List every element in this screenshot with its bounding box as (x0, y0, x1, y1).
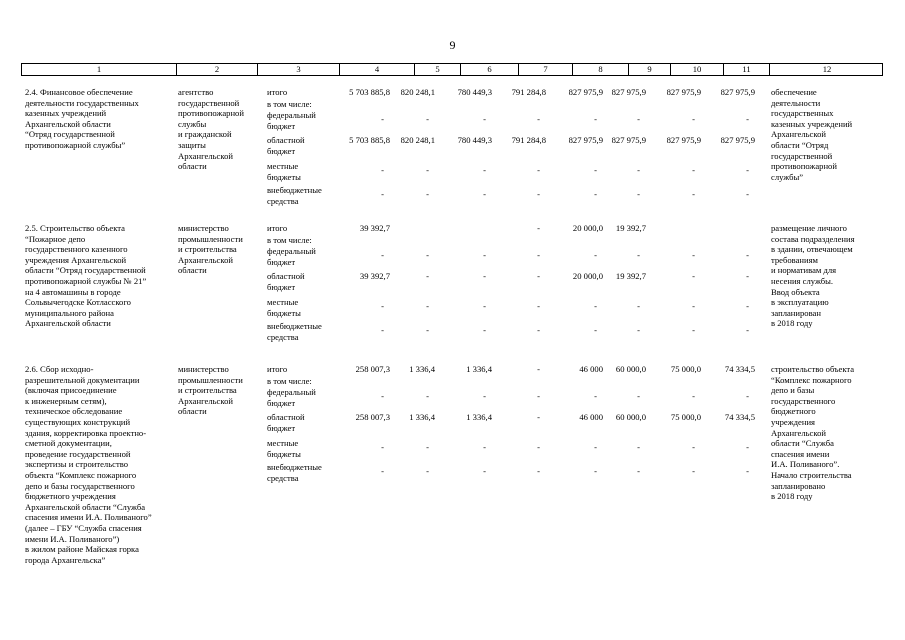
funding-source-label: средства (267, 195, 299, 206)
result-line: бюджетного (771, 406, 816, 417)
result-line: И.А. Поливаного”. (771, 459, 840, 470)
page-number: 9 (449, 38, 456, 52)
activity-name-line: 2.5. Строительство объекта (25, 223, 125, 233)
funding-source-label: бюджет (267, 120, 296, 131)
funding-value: 827 975,9 (568, 87, 603, 97)
funding-source-label: местные (267, 297, 299, 307)
activity-name-line: государственного казенного (25, 244, 128, 255)
activity-name-line: на 4 автомашины в городе (25, 286, 121, 297)
funding-value: - (381, 165, 384, 175)
result-line: запланировано (771, 480, 826, 491)
activity-name-line: “Отряд государственной (25, 129, 115, 140)
funding-value: - (594, 391, 597, 401)
funding-value: - (483, 391, 486, 401)
result-line: несения службы. (771, 276, 834, 286)
funding-source-label: итого (267, 223, 288, 233)
funding-value: - (381, 466, 384, 476)
header-cell: 12 (822, 64, 832, 74)
funding-value: - (746, 114, 749, 124)
table-header (21, 63, 883, 76)
executor-line: области (178, 265, 207, 276)
result-line: службы” (771, 171, 804, 182)
activity-name-line: казенных учреждений (25, 108, 107, 119)
funding-value: - (426, 114, 429, 124)
funding-value: - (746, 442, 749, 452)
funding-source-label: внебюджетные (267, 185, 322, 195)
funding-value: - (483, 271, 486, 281)
executor-line: противопожарной (178, 108, 244, 119)
funding-source-label: в том числе: (267, 235, 312, 245)
funding-value: - (637, 325, 640, 335)
funding-value: 780 449,3 (457, 87, 492, 97)
funding-value: 1 336,4 (466, 364, 492, 374)
funding-value: - (426, 442, 429, 452)
funding-value: - (537, 250, 540, 260)
funding-value: - (637, 466, 640, 476)
funding-value: - (637, 442, 640, 452)
header-cell: 3 (258, 64, 340, 75)
funding-source-label: бюджеты (267, 448, 301, 459)
funding-value: - (594, 325, 597, 335)
activity-name-line: противопожарной службы № 21” (25, 276, 147, 286)
funding-source-label: федеральный (267, 246, 316, 256)
result-line: учреждения (771, 417, 816, 427)
result-line: депо и базы (771, 385, 815, 396)
funding-value: 827 975,9 (666, 135, 701, 145)
funding-value: - (381, 250, 384, 260)
funding-value: - (537, 466, 540, 476)
funding-value: - (483, 165, 486, 175)
funding-value: - (692, 466, 695, 476)
funding-value: 780 449,3 (457, 135, 492, 145)
result-line: Архангельской (771, 129, 826, 140)
activity-name-line: существующих конструкций (25, 417, 131, 427)
result-line: Архангельской (771, 427, 826, 438)
result-line: состава подразделения (771, 233, 855, 244)
funding-value: - (483, 442, 486, 452)
result-line: Ввод объекта (771, 286, 820, 297)
funding-value: - (637, 114, 640, 124)
result-line: государственной (771, 150, 833, 161)
funding-source-label: в том числе: (267, 376, 312, 386)
executor-line: министерство (178, 364, 229, 374)
funding-source-label: местные (267, 438, 299, 448)
result-line: области “Отряд (771, 140, 829, 150)
funding-value: - (594, 442, 597, 452)
activity-name-line: учреждения Архангельской (25, 254, 127, 265)
funding-value: - (692, 165, 695, 175)
funding-value: - (537, 391, 540, 401)
result-line: Начало строительства (771, 470, 852, 480)
result-line: запланирован (771, 307, 821, 318)
funding-value: 827 975,9 (568, 135, 603, 145)
header-cell: 5 (415, 64, 461, 75)
activity-name-line: “Пожарное депо (25, 233, 86, 244)
executor-line: промышленности (178, 374, 243, 385)
funding-value: 75 000,0 (670, 412, 701, 422)
activity-name-line: 2.6. Сбор исходно- (25, 364, 94, 374)
funding-value: 791 284,8 (511, 87, 546, 97)
executor-line: промышленности (178, 233, 243, 244)
activity-name-line: объекта “Комплекс пожарного (25, 470, 137, 480)
executor-line: области (178, 161, 207, 172)
funding-value: - (381, 325, 384, 335)
activity-name-line: муниципального района (25, 307, 114, 318)
funding-value: - (483, 189, 486, 199)
funding-value: - (537, 442, 540, 452)
funding-source-label: итого (267, 87, 288, 97)
funding-value: - (746, 189, 749, 199)
header-cell: 9 (629, 64, 671, 75)
funding-source-label: в том числе: (267, 99, 312, 109)
funding-value: 827 975,9 (666, 87, 701, 97)
funding-source-label: бюджет (267, 397, 296, 408)
activity-name-line: Сольвычегодске Котласского (25, 297, 131, 308)
funding-value: - (637, 189, 640, 199)
activity-name-line: Архангельской области (25, 118, 111, 129)
funding-value: 827 975,9 (720, 135, 755, 145)
funding-value: 827 975,9 (611, 87, 646, 97)
activity-name-line: спасения имени И.А. Поливаного” (25, 512, 152, 523)
activity-name-line: экспертизы и строительство (25, 459, 128, 470)
funding-value: - (426, 301, 429, 311)
activity-name-line: в жилом районе Майская горка (25, 544, 139, 555)
funding-value: - (537, 271, 540, 281)
funding-value: - (746, 391, 749, 401)
funding-value: - (692, 114, 695, 124)
activity-name-line: техническое обследование (25, 406, 123, 417)
activity-name-line: проведение государственной (25, 448, 131, 459)
result-line: противопожарной (771, 161, 837, 172)
funding-value: 60 000,0 (615, 364, 646, 374)
funding-value: - (637, 165, 640, 175)
funding-source-label: бюджеты (267, 171, 301, 182)
funding-value: 5 703 885,8 (349, 87, 390, 97)
funding-value: - (381, 301, 384, 311)
funding-source-label: бюджет (267, 281, 296, 292)
result-line: в 2018 году (771, 491, 813, 502)
funding-source-label: средства (267, 331, 299, 342)
funding-value: - (381, 114, 384, 124)
funding-value: 827 975,9 (611, 135, 646, 145)
activity-name-line: Архангельской области (25, 318, 111, 329)
result-line: в эксплуатацию (771, 297, 829, 308)
funding-value: 820 248,1 (400, 87, 435, 97)
result-line: казенных учреждений (771, 118, 853, 129)
funding-value: - (426, 391, 429, 401)
funding-source-label: федеральный (267, 110, 316, 120)
header-cell: 6 (461, 64, 519, 75)
result-line: обеспечение (771, 87, 817, 97)
header-cell: 7 (519, 64, 573, 75)
funding-value: - (426, 250, 429, 260)
activity-name-line: (далее – ГБУ “Служба спасения (25, 523, 142, 533)
funding-value: - (594, 250, 597, 260)
header-cell: 1 (22, 64, 177, 75)
funding-value: - (483, 466, 486, 476)
funding-value: - (426, 325, 429, 335)
funding-value: - (537, 114, 540, 124)
funding-value: 74 334,5 (724, 364, 755, 374)
funding-value: 1 336,4 (466, 412, 492, 422)
activity-name-line: 2.4. Финансовое обеспечение (25, 87, 133, 97)
funding-value: - (746, 271, 749, 281)
funding-value: - (746, 301, 749, 311)
result-line: в здании, отвечающем (771, 244, 853, 255)
funding-value: - (483, 250, 486, 260)
funding-value: - (692, 301, 695, 311)
result-line: требованиям (771, 254, 818, 265)
funding-value: 5 703 885,8 (349, 135, 390, 145)
funding-source-label: бюджет (267, 256, 296, 267)
funding-value: - (381, 189, 384, 199)
funding-value: 46 000 (579, 364, 603, 374)
header-cell: 10 (671, 64, 724, 75)
funding-source-label: областной (267, 135, 305, 145)
funding-value: - (637, 301, 640, 311)
funding-value: 39 392,7 (359, 223, 390, 233)
activity-name-line: к инженерным сетям), (25, 395, 107, 406)
funding-source-label: областной (267, 271, 305, 281)
funding-value: - (746, 325, 749, 335)
funding-value: - (746, 466, 749, 476)
executor-line: Архангельской (178, 395, 233, 406)
funding-source-label: внебюджетные (267, 321, 322, 331)
funding-value: - (426, 466, 429, 476)
funding-value: 39 392,7 (359, 271, 390, 281)
result-line: области “Служба (771, 438, 834, 449)
funding-source-label: средства (267, 472, 299, 483)
executor-line: Архангельской (178, 150, 233, 161)
header-cell: 4 (340, 64, 415, 75)
funding-value: - (483, 301, 486, 311)
funding-value: - (692, 250, 695, 260)
result-line: государственного (771, 395, 836, 406)
funding-value: - (594, 165, 597, 175)
funding-value: 258 007,3 (355, 412, 390, 422)
activity-name-line: области “Отряд государственной (25, 265, 146, 276)
funding-value: - (483, 114, 486, 124)
funding-value: 20 000,0 (572, 223, 603, 233)
funding-source-label: федеральный (267, 387, 316, 397)
funding-source-label: бюджеты (267, 307, 301, 318)
funding-value: 75 000,0 (670, 364, 701, 374)
activity-name-line: противопожарной службы” (25, 140, 126, 150)
executor-line: агентство (178, 87, 214, 97)
activity-name-line: здания, корректировка проектно- (25, 427, 147, 438)
result-line: и нормативам для (771, 265, 837, 276)
activity-name-line: сметной документации, (25, 438, 112, 449)
funding-value: 827 975,9 (720, 87, 755, 97)
activity-name-line: деятельности государственных (25, 97, 139, 108)
funding-value: 820 248,1 (400, 135, 435, 145)
funding-source-label: местные (267, 161, 299, 171)
funding-value: 60 000,0 (615, 412, 646, 422)
funding-value: - (637, 250, 640, 260)
funding-value: - (594, 114, 597, 124)
header-cell: 2 (177, 64, 258, 75)
funding-value: 258 007,3 (355, 364, 390, 374)
funding-value: 1 336,4 (409, 412, 435, 422)
funding-value: - (537, 325, 540, 335)
funding-source-label: бюджет (267, 145, 296, 156)
funding-value: 46 000 (579, 412, 603, 422)
activity-name-line: депо и базы государственного (25, 480, 135, 491)
result-line: размещение личного (771, 223, 847, 233)
activity-name-line: города Архангельска” (25, 554, 106, 565)
funding-value: - (692, 391, 695, 401)
funding-source-label: бюджет (267, 422, 296, 433)
funding-value: 791 284,8 (511, 135, 546, 145)
funding-value: - (381, 391, 384, 401)
funding-value: - (381, 442, 384, 452)
funding-value: - (637, 391, 640, 401)
funding-value: 20 000,0 (572, 271, 603, 281)
activity-name-line: (включая присоединение (25, 385, 117, 396)
funding-value: - (537, 301, 540, 311)
funding-value: - (692, 442, 695, 452)
executor-line: министерство (178, 223, 229, 233)
activity-name-line: бюджетного учреждения (25, 491, 116, 502)
result-line: государственных (771, 108, 834, 119)
funding-value: - (483, 325, 486, 335)
executor-line: государственной (178, 97, 240, 108)
funding-value: - (594, 189, 597, 199)
result-line: спасения имени (771, 448, 830, 459)
executor-line: и гражданской (178, 129, 232, 140)
activity-name-line: разрешительной документации (25, 374, 140, 385)
funding-value: - (537, 412, 540, 422)
executor-line: Архангельской (178, 254, 233, 265)
funding-value: - (692, 271, 695, 281)
activity-name-line: имени И.А. Поливаного”) (25, 533, 120, 544)
executor-line: и строительства (178, 385, 237, 396)
header-cell: 11 (724, 64, 770, 75)
funding-value: - (594, 301, 597, 311)
funding-value: - (426, 271, 429, 281)
funding-value: 1 336,4 (409, 364, 435, 374)
header-cell: 8 (573, 64, 629, 75)
funding-source-label: итого (267, 364, 288, 374)
funding-value: - (746, 165, 749, 175)
funding-value: - (426, 165, 429, 175)
funding-value: - (692, 189, 695, 199)
executor-line: области (178, 406, 207, 417)
funding-value: - (537, 165, 540, 175)
funding-value: - (692, 325, 695, 335)
funding-value: - (746, 250, 749, 260)
result-line: строительство объекта (771, 364, 855, 374)
funding-source-label: внебюджетные (267, 462, 322, 472)
funding-value: - (537, 189, 540, 199)
funding-source-label: областной (267, 412, 305, 422)
result-line: “Комплекс пожарного (771, 374, 852, 385)
funding-value: 19 392,7 (615, 271, 646, 281)
executor-line: службы (178, 118, 207, 129)
executor-line: защиты (178, 140, 206, 150)
funding-value: - (537, 364, 540, 374)
funding-value: - (537, 223, 540, 233)
funding-value: - (426, 189, 429, 199)
result-line: в 2018 году (771, 318, 813, 329)
funding-value: 19 392,7 (615, 223, 646, 233)
result-line: деятельности (771, 97, 821, 108)
funding-value: - (594, 466, 597, 476)
executor-line: и строительства (178, 244, 237, 255)
activity-name-line: Архангельской области “Служба (25, 501, 146, 512)
funding-value: 74 334,5 (724, 412, 755, 422)
